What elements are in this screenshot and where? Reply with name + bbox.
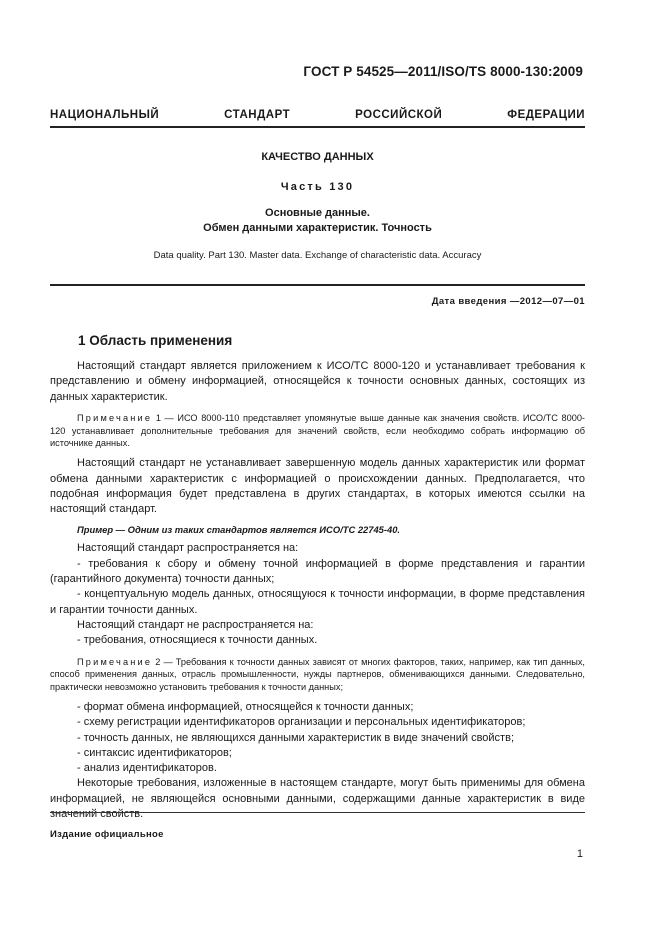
subtitle-line-2: Обмен данными характеристик. Точность: [203, 222, 432, 234]
page-number: 1: [576, 848, 583, 860]
national-standard-heading: НАЦИОНАЛЬНЫЙ СТАНДАРТ РОССИЙСКОЙ ФЕДЕРАЦИИ: [50, 109, 585, 121]
list-item: - концептуальную модель данных, относящуюся к точности информации, в форме представления и гарантии точности данных.: [50, 588, 585, 616]
list-item: - требования, относящиеся к точности данных.: [77, 634, 318, 647]
standard-title: КАЧЕСТВО ДАННЫХ: [261, 151, 374, 163]
paragraph-model: Настоящий стандарт не устанавливает завершенную модель данных характеристик или формат обмена данными характеристик с информацией о происхождении данных. Предполагается, что подобная информация будет представлена в других стандартах, в которых имеются ссылки на настоящий стандарт.: [50, 457, 585, 516]
note-1: [50, 412, 585, 450]
note-2-text: 2 — Требования к точности данных зависят от многих факторов, таких, например, как тип данных, способ применения данных, отрасль промышленности, нужды партнеров, обменивающихся данными. Следовательно, практически невозможно установить требования к точности данных;: [50, 656, 585, 693]
paragraph-applicability: Некоторые требования, изложенные в настоящем стандарте, могут быть применимы для обмена информацией, не являющейся основными данными, содержащими данные характеристик в виде значений свойств.: [50, 777, 585, 821]
official-edition: Издание официальное: [50, 829, 164, 840]
list-item: - точность данных, не являющихся данными характеристик в виде значений свойств;: [77, 731, 514, 744]
list-item: - формат обмена информацией, относящейся к точности данных;: [77, 700, 414, 713]
footer-rule: [50, 812, 585, 813]
note-2-label: Примечание: [77, 656, 153, 667]
note-1-label: Примечание: [77, 412, 153, 423]
example: Пример — Одним из таких стандартов является ИСО/ТС 22745-40.: [77, 524, 401, 536]
note-1-text: 1 — ИСО 8000-110 представляет упомянутые выше данные как значения свойств. ИСО/ТС 8000-120 устанавливает дополнительные требования для значений свойств, если необходимо собрать информацию об источнике данных.: [50, 412, 585, 449]
note-2: [50, 656, 585, 694]
part-number: [50, 181, 585, 193]
header-rule: [50, 126, 585, 128]
list-item: - требования к сбору и обмену точной информацией в форме представления и гарантии (гарантийного документа) точности данных;: [50, 557, 585, 586]
part-label: Часть 130: [280, 181, 355, 193]
introduction-date: Дата введения —2012—07—01: [431, 296, 585, 307]
section-title: 1 Область применения: [78, 333, 233, 348]
list-item: - схему регистрации идентификаторов организации и персональных идентификаторов;: [77, 716, 526, 729]
subtitle-line-1: Основные данные.: [265, 207, 370, 219]
list-item: - анализ идентификаторов.: [77, 762, 217, 775]
document-code: ГОСТ Р 54525—2011/ISO/TS 8000-130:2009: [303, 64, 583, 79]
section-body: [50, 359, 585, 822]
applies-intro: Настоящий стандарт распространяется на:: [77, 542, 299, 555]
paragraph-scope: Настоящий стандарт является приложением к ИСО/ТС 8000-120 и устанавливает требования к представлению и обмену информацией, относящейся к точности основных данных, состоящих из данных характеристик.: [50, 360, 585, 403]
not-applies-intro: Настоящий стандарт не распространяется на:: [77, 618, 314, 631]
title-rule: [50, 284, 585, 286]
english-title: Data quality. Part 130. Master data. Exchange of characteristic data. Accuracy: [153, 250, 482, 261]
list-item: - синтаксис идентификаторов;: [77, 746, 232, 759]
